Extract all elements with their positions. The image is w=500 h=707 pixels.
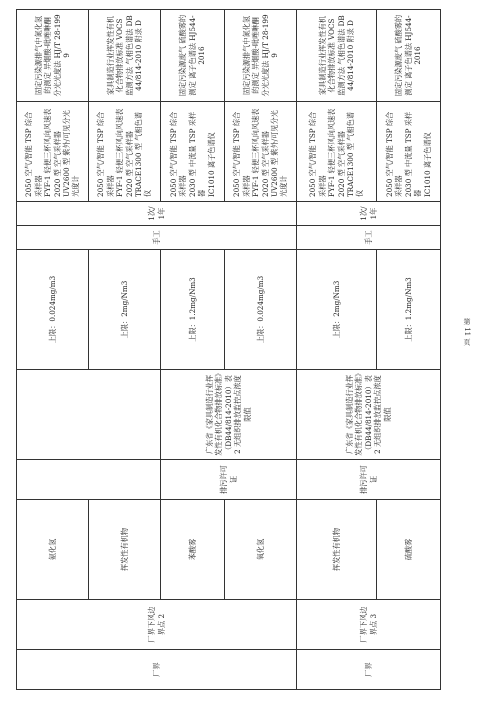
equipment-line: 2050 空气/智能 TSP 综合采样器	[232, 111, 251, 197]
page-number: 第 11 页	[463, 318, 471, 346]
equipment-line: 2020 型 空气采样器	[52, 131, 62, 197]
area-cell: 厂界	[17, 650, 297, 690]
equipment-line: 2050 空气/智能 TSP 综合采样器	[169, 111, 188, 197]
limit-cell: 上限：2mg/Nm3	[297, 250, 377, 370]
pollutant-cell: 挥发性有机物	[89, 500, 161, 600]
table-row	[297, 10, 377, 690]
equipment-cell	[225, 102, 297, 202]
equipment-line: FYF-1 轻便三杯风向风速表	[251, 108, 261, 197]
limit-cell: 上限：0.024mg/m3	[225, 250, 297, 370]
equipment-line: 2050 空气/智能 TSP 综合采样器	[385, 111, 404, 197]
permit-cell	[17, 460, 161, 500]
standard-cell: 广东省《家具制造行业挥发性有机化合物排放标准》（DB44/814-2010）表 2 无组织排放监控点浓度限值	[297, 370, 441, 460]
monitoring-table	[16, 9, 441, 690]
limit-cell: 上限：1.2mg/Nm3	[161, 250, 225, 370]
equipment-line: 2050 空气/智能 TSP 综合采样器	[308, 111, 327, 197]
equipment-cell	[161, 102, 225, 202]
table-row	[17, 10, 89, 690]
permit-cell: 排污许可证	[297, 460, 441, 500]
method-standard-cell	[297, 10, 377, 102]
standard-cell	[17, 370, 161, 460]
method-standard-cell	[89, 10, 161, 102]
equipment-line: 2020 型 空气采样器	[260, 131, 270, 197]
equipment-line: IC1010 离子色谱仪	[422, 132, 432, 197]
equipment-line: TRACE1300 型 气相色谱仪	[345, 112, 365, 197]
pollutant-cell: 氨化氢	[17, 500, 89, 600]
equipment-line: 2050 空气/智能 TSP 综合采样器	[96, 111, 115, 197]
point-cell: 厂界下风边界点 3	[297, 600, 441, 650]
table-row	[89, 10, 161, 690]
pollutant-cell: 苯酸雾	[161, 500, 225, 600]
permit-cell: 排污许可证	[161, 460, 297, 500]
method-standard-text: 家具制造行业挥发性有机化合物排放标准 VOCS 监测方法 气相色谱法 DB 44/814-2010 附录 D	[105, 15, 143, 96]
equipment-line: IC1010 离子色谱仪	[206, 132, 216, 197]
standard-cell: 广东省《家具制造行业挥发性有机化合物排放标准》（DB44/814-2010）表 2 无组织排放监控点浓度限值	[161, 370, 297, 460]
equipment-cell	[377, 102, 441, 202]
frequency-cell: 1次/1年	[297, 202, 441, 226]
limit-cell: 上限：2mg/Nm3	[89, 250, 161, 370]
method-cell: 手工	[297, 226, 441, 250]
equipment-cell	[297, 102, 377, 202]
method-standard-cell	[161, 10, 225, 102]
equipment-line: FYF-1 轻便三杯风向风速表	[43, 108, 53, 197]
equipment-line: FYF-1 轻便三杯风向风速表	[115, 108, 125, 197]
equipment-line: TRACE1300 型 气相色谱仪	[133, 112, 153, 197]
method-standard-text: 固定污染源排气中氮化氢的测定 异烟酸-吡唑啉酮分光光度法 HJ/T 28-1999	[33, 14, 71, 97]
equipment-line: UV2600 型 紫外/可见分光光度计	[269, 110, 289, 197]
equipment-line: FYF-1 轻便三杯风向风速表	[327, 108, 337, 197]
pollutant-cell: 氧化氢	[225, 500, 297, 600]
method-standard-text: 固定污染源废气 硫酸雾的测定 离子色谱法 HJ544-2016	[394, 14, 423, 97]
table-row	[161, 10, 225, 690]
equipment-line: 2050 空气/智能 TSP 综合采样器	[24, 111, 43, 197]
method-standard-cell	[377, 10, 441, 102]
table-row	[225, 10, 297, 690]
area-cell: 厂界	[297, 650, 441, 690]
method-standard-text: 固定污染源废气 硫酸雾的测定 离子色谱法 HJ544-2016	[178, 14, 207, 97]
equipment-cell	[89, 102, 161, 202]
method-cell: 手工	[17, 226, 297, 250]
pollutant-cell: 挥发性有机物	[297, 500, 377, 600]
table-row	[377, 10, 441, 690]
method-standard-text: 固定污染源排气中氮化氢的测定 异烟酸-吡唑啉酮分光光度法 HJ/T 28-1999	[241, 14, 279, 97]
equipment-cell	[17, 102, 89, 202]
pollutant-cell: 硫酸雾	[377, 500, 441, 600]
equipment-line: 2020 型 空气采样器	[336, 131, 346, 197]
equipment-line: 2030 型 中流量 TSP 采样器	[403, 111, 423, 197]
point-cell: 厂界下风边界点 2	[17, 600, 297, 650]
method-standard-cell	[225, 10, 297, 102]
rotated-monitoring-table	[16, 10, 440, 690]
frequency-cell: 1次/1年	[17, 202, 297, 226]
equipment-line: 2020 型 空气采样器	[124, 131, 134, 197]
equipment-line: UV2600 型 紫外/可见分光光度计	[61, 110, 81, 197]
equipment-line: 2030 型 中流量 TSP 采样器	[187, 111, 207, 197]
method-standard-cell	[17, 10, 89, 102]
limit-cell: 上限：1.2mg/Nm3	[377, 250, 441, 370]
method-standard-text: 家具制造行业挥发性有机化合物排放标准 VOCS 监测方法 气相色谱法 DB 44/814-2010 附录 D	[317, 15, 355, 96]
limit-cell: 上限：0.024mg/m3	[17, 250, 89, 370]
